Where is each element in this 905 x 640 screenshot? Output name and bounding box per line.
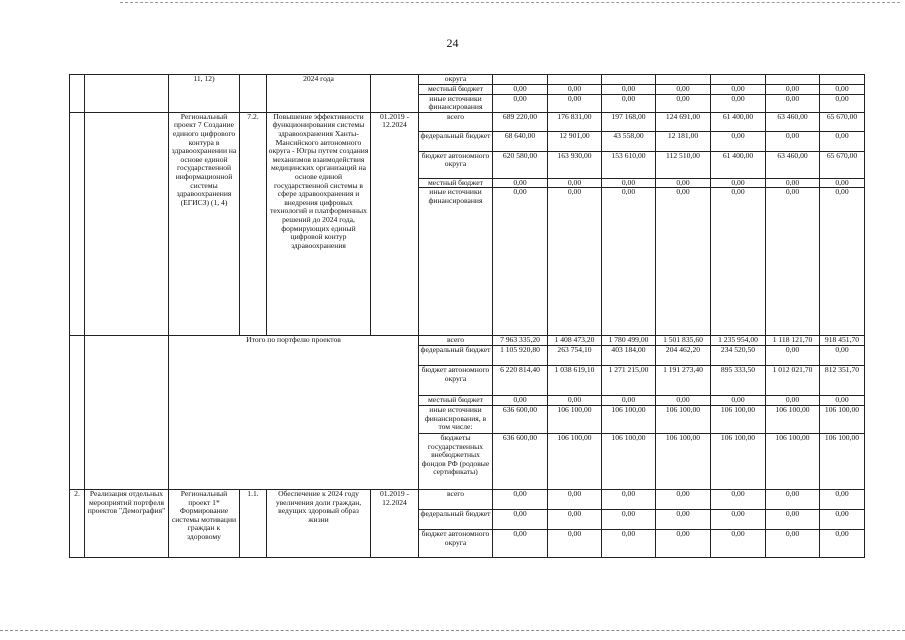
amount-year-4: 1 235 954,00 (711, 336, 766, 346)
amount-year-3 (656, 75, 711, 85)
funding-source: бюджеты государственных внебюджетных фондов РФ (родовые сертификаты) (419, 433, 493, 489)
funding-source: бюджет автономного округа (419, 365, 493, 395)
amount-year-5 (766, 75, 820, 85)
amount-year-4: 106 100,00 (711, 405, 766, 433)
amount-year-2: 0,00 (602, 509, 656, 529)
page-number: 24 (446, 36, 459, 50)
amount-year-1: 0,00 (548, 509, 602, 529)
amount-year-2: 1 271 215,00 (602, 365, 656, 395)
amount-total: 0,00 (493, 188, 548, 336)
portfolio-cell-total (85, 336, 169, 490)
amount-year-6: 0,00 (820, 131, 865, 151)
amount-year-5: 63 460,00 (766, 112, 820, 131)
amount-year-3: 0,00 (656, 489, 711, 509)
amount-total: 0,00 (493, 395, 548, 405)
amount-year-5: 0,00 (766, 509, 820, 529)
scan-edge-top (120, 2, 900, 5)
funding-source: всего (419, 489, 493, 509)
amount-year-2 (602, 75, 656, 85)
amount-year-1: 1 408 473,20 (548, 336, 602, 346)
funding-source: всего (419, 112, 493, 131)
amount-year-2: 0,00 (602, 489, 656, 509)
amount-year-6: 0,00 (820, 395, 865, 405)
amount-year-3: 106 100,00 (656, 405, 711, 433)
amount-year-3: 0,00 (656, 84, 711, 94)
amount-year-3: 204 462,20 (656, 345, 711, 365)
amount-total: 0,00 (493, 94, 548, 112)
funding-source: бюджет автономного округа (419, 151, 493, 178)
amount-year-2: 0,00 (602, 178, 656, 188)
amount-total: 7 963 335,20 (493, 336, 548, 346)
amount-year-2: 43 558,00 (602, 131, 656, 151)
amount-year-6: 0,00 (820, 84, 865, 94)
amount-year-1: 0,00 (548, 188, 602, 336)
amount-year-6: 918 451,70 (820, 336, 865, 346)
amount-year-6: 65 670,00 (820, 112, 865, 131)
amount-year-6: 0,00 (820, 94, 865, 112)
amount-year-3: 106 100,00 (656, 433, 711, 489)
amount-year-1 (548, 75, 602, 85)
amount-year-2: 197 168,00 (602, 112, 656, 131)
amount-year-5: 106 100,00 (766, 405, 820, 433)
amount-year-5: 0,00 (766, 94, 820, 112)
funding-source: иные источники финансирования (419, 188, 493, 336)
amount-year-3: 124 691,00 (656, 112, 711, 131)
amount-year-6: 106 100,00 (820, 433, 865, 489)
period: 01.2019 - 12.2024 (371, 489, 419, 557)
amount-year-4: 106 100,00 (711, 433, 766, 489)
amount-year-5: 0,00 (766, 489, 820, 509)
amount-year-2: 153 610,00 (602, 151, 656, 178)
amount-year-2: 403 184,00 (602, 345, 656, 365)
amount-year-5: 1 118 121,70 (766, 336, 820, 346)
amount-year-5: 0,00 (766, 345, 820, 365)
amount-year-6: 0,00 (820, 345, 865, 365)
funding-source: иные источники финансирования (419, 94, 493, 112)
code-cell-cont (240, 75, 267, 113)
amount-year-4: 0,00 (711, 178, 766, 188)
amount-year-4: 0,00 (711, 529, 766, 557)
amount-year-4: 0,00 (711, 509, 766, 529)
amount-year-5: 0,00 (766, 178, 820, 188)
amount-year-5: 106 100,00 (766, 433, 820, 489)
project-goal: Повышение эффективности функционирования системы здравоохранения Ханты-Мансийского автономного округа - Югры путем создания механизмов взаимодействия медицинских организаций на основе единой государственной системы в сфере здравоохранения и внедрения цифровых технологий и платформенных решений до 2024 года, формирующих единый цифровой контур здравоохранения (267, 112, 371, 336)
amount-year-3: 0,00 (656, 188, 711, 336)
amount-total: 636 600,00 (493, 433, 548, 489)
amount-year-3: 12 181,00 (656, 131, 711, 151)
table-row (70, 336, 865, 346)
funding-source: иные источники финансирования, в том числе: (419, 405, 493, 433)
amount-year-4: 895 333,50 (711, 365, 766, 395)
amount-year-3: 0,00 (656, 529, 711, 557)
funding-source: федеральный бюджет (419, 509, 493, 529)
amount-year-3: 0,00 (656, 395, 711, 405)
portfolio-cell-rp7 (85, 112, 169, 336)
funding-source: всего (419, 336, 493, 346)
amount-year-4: 61 400,00 (711, 151, 766, 178)
amount-year-1: 0,00 (548, 84, 602, 94)
amount-year-5: 1 012 021,70 (766, 365, 820, 395)
amount-year-3: 1 191 273,40 (656, 365, 711, 395)
amount-year-1: 163 930,00 (548, 151, 602, 178)
amount-year-2: 106 100,00 (602, 405, 656, 433)
amount-year-1: 0,00 (548, 489, 602, 509)
amount-year-5: 63 460,00 (766, 151, 820, 178)
amount-year-4: 0,00 (711, 84, 766, 94)
amount-year-2: 1 780 499,00 (602, 336, 656, 346)
amount-year-2: 0,00 (602, 529, 656, 557)
amount-year-4: 0,00 (711, 395, 766, 405)
period: 01.2019 - 12.2024 (371, 112, 419, 336)
amount-year-3: 0,00 (656, 178, 711, 188)
amount-total: 68 640,00 (493, 131, 548, 151)
amount-year-6: 106 100,00 (820, 405, 865, 433)
amount-year-2: 0,00 (602, 84, 656, 94)
funding-source: местный бюджет (419, 84, 493, 94)
amount-total: 6 220 814,40 (493, 365, 548, 395)
amount-total: 689 220,00 (493, 112, 548, 131)
project-name: Региональный проект 1* Формирование системы мотивации граждан к здоровому (169, 489, 240, 557)
funding-source: федеральный бюджет (419, 345, 493, 365)
amount-year-1: 0,00 (548, 94, 602, 112)
amount-year-3: 0,00 (656, 94, 711, 112)
portfolio-name: Реализация отдельных мероприятий портфеля проектов "Демография" (85, 489, 169, 557)
amount-total: 636 600,00 (493, 405, 548, 433)
amount-year-4: 0,00 (711, 94, 766, 112)
num-cell-rp7 (70, 112, 85, 336)
amount-year-5: 0,00 (766, 188, 820, 336)
project-name: Региональный проект 7 Создание единого цифрового контура в здравоохранении на основе единой государственной информационной системы здравоохранения (ЕГИСЗ) (1, 4) (169, 112, 240, 336)
amount-year-5: 0,00 (766, 529, 820, 557)
funding-source: местный бюджет (419, 178, 493, 188)
num-cell-cont (70, 75, 85, 113)
amount-total: 0,00 (493, 509, 548, 529)
project-goal: Обеспечение к 2024 году увеличения доли граждан, ведущих здоровый образ жизни (267, 489, 371, 557)
amount-total: 0,00 (493, 489, 548, 509)
amount-total: 1 105 920,80 (493, 345, 548, 365)
amount-year-6: 812 351,70 (820, 365, 865, 395)
amount-year-4 (711, 75, 766, 85)
amount-total: 0,00 (493, 178, 548, 188)
portfolio-cell-cont (85, 75, 169, 113)
amount-total: 0,00 (493, 529, 548, 557)
amount-year-3: 112 510,00 (656, 151, 711, 178)
scan-edge-bottom (0, 630, 905, 635)
goal-tail: 2024 года (267, 75, 371, 113)
portfolio-total-label: Итого по портфелю проектов (169, 336, 419, 490)
funding-source: округа (419, 75, 493, 85)
amount-year-6: 0,00 (820, 489, 865, 509)
item-code: 7.2. (240, 112, 267, 336)
amount-year-1: 0,00 (548, 178, 602, 188)
amount-year-1: 0,00 (548, 529, 602, 557)
amount-year-4: 234 520,50 (711, 345, 766, 365)
amount-total: 0,00 (493, 84, 548, 94)
budget-table (69, 74, 865, 558)
table-row (70, 75, 865, 85)
amount-year-5: 0,00 (766, 395, 820, 405)
amount-year-3: 0,00 (656, 509, 711, 529)
num-cell-total (70, 336, 85, 490)
amount-year-2: 0,00 (602, 188, 656, 336)
section-number: 2. (70, 489, 85, 557)
funding-source: бюджет автономного округа (419, 529, 493, 557)
amount-year-1: 12 901,00 (548, 131, 602, 151)
amount-year-6: 0,00 (820, 529, 865, 557)
project-name-tail: 11, 12) (169, 75, 240, 113)
funding-source: местный бюджет (419, 395, 493, 405)
amount-year-2: 0,00 (602, 94, 656, 112)
amount-year-6 (820, 75, 865, 85)
item-code: 1.1. (240, 489, 267, 557)
amount-year-2: 0,00 (602, 395, 656, 405)
amount-year-1: 263 754,10 (548, 345, 602, 365)
amount-year-6: 0,00 (820, 188, 865, 336)
amount-year-1: 106 100,00 (548, 433, 602, 489)
amount-year-5: 0,00 (766, 131, 820, 151)
table-row (70, 489, 865, 509)
amount-year-5: 0,00 (766, 84, 820, 94)
amount-total: 620 580,00 (493, 151, 548, 178)
amount-year-6: 0,00 (820, 509, 865, 529)
amount-year-4: 0,00 (711, 489, 766, 509)
period-cell-cont (371, 75, 419, 113)
funding-source: федеральный бюджет (419, 131, 493, 151)
amount-year-6: 65 670,00 (820, 151, 865, 178)
amount-year-6: 0,00 (820, 178, 865, 188)
amount-year-1: 176 831,00 (548, 112, 602, 131)
amount-year-1: 0,00 (548, 395, 602, 405)
amount-year-1: 106 100,00 (548, 405, 602, 433)
amount-year-4: 0,00 (711, 188, 766, 336)
amount-year-4: 0,00 (711, 131, 766, 151)
amount-year-4: 61 400,00 (711, 112, 766, 131)
amount-year-1: 1 038 619,10 (548, 365, 602, 395)
table-row (70, 112, 865, 131)
amount-year-2: 106 100,00 (602, 433, 656, 489)
amount-year-3: 1 501 835,60 (656, 336, 711, 346)
amount-total (493, 75, 548, 85)
